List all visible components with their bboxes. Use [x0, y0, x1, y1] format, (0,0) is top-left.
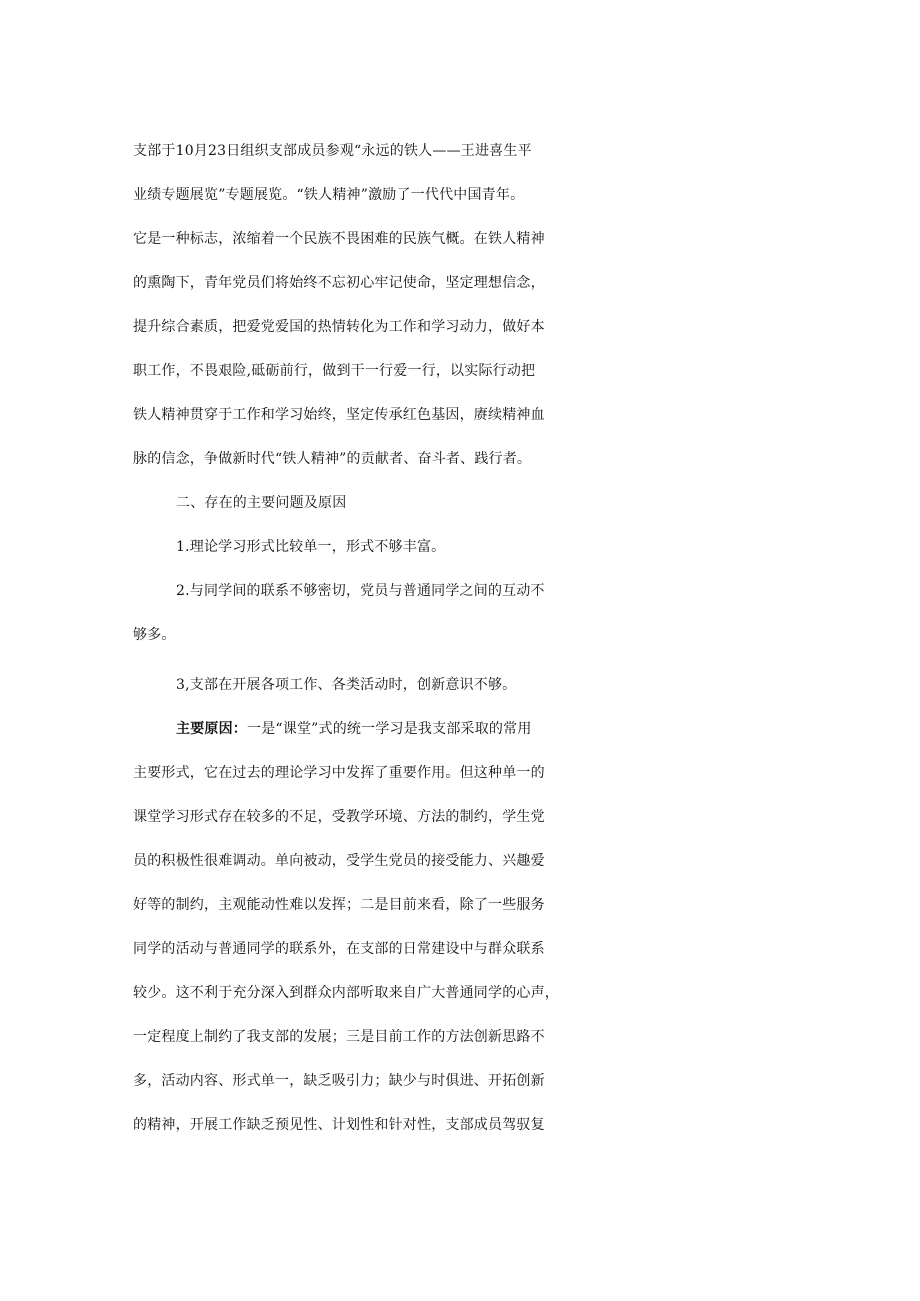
reasons-label: 主要原因： — [176, 721, 247, 737]
paragraph-line: 一定程度上制约了我支部的发展；三是目前工作的方法创新思路不 — [133, 1029, 545, 1045]
list-item: 2.与同学间的联系不够密切，党员与普通同学之间的互动不 — [176, 583, 545, 599]
reasons-text: 一是“课堂”式的统一学习是我支部采取的常用 — [247, 721, 532, 737]
paragraph-line: 同学的活动与普通同学的联系外，在支部的日常建设中与群众联系 — [133, 941, 545, 957]
paragraph-line: 业绩专题展览”专题展览。“铁人精神”激励了一代代中国青年。 — [133, 187, 525, 203]
paragraph-line: 主要形式，它在过去的理论学习中发挥了重要作用。但这种单一的 — [133, 765, 545, 781]
paragraph-line: 的熏陶下，青年党员们将始终不忘初心牢记使命，坚定理想信念， — [133, 275, 545, 291]
paragraph-line: 员的积极性很难调动。单向被动，受学生党员的接受能力、兴趣爱 — [133, 853, 545, 869]
paragraph-line: 铁人精神贯穿于工作和学习始终，坚定传承红色基因，赓续精神血 — [133, 407, 545, 423]
paragraph-line: 好等的制约，主观能动性难以发挥；二是目前来看，除了一些服务 — [133, 897, 545, 913]
reasons-first-line — [0, 707, 920, 751]
paragraph-line: 它是一种标志，浓缩着一个民族不畏困难的民族气概。在铁人精神 — [133, 231, 545, 247]
paragraph-line: 多，活动内容、形式单一，缺乏吸引力；缺少与时俱进、开拓创新 — [133, 1073, 545, 1089]
paragraph-line: 提升综合素质，把爱党爱国的热情转化为工作和学习动力，做好本 — [133, 319, 545, 335]
list-item-continuation: 够多。 — [133, 627, 176, 643]
section-heading: 二、存在的主要问题及原因 — [176, 495, 347, 511]
paragraph-line: 脉的信念，争做新时代“铁人精神”的贡献者、奋斗者、践行者。 — [133, 451, 532, 467]
list-item: 1.理论学习形式比较单一，形式不够丰富。 — [176, 539, 446, 555]
paragraph-line: 支部于10月23日组织支部成员参观“永远的铁人——王进喜生平 — [133, 143, 532, 159]
paragraph-line: 的精神，开展工作缺乏预见性、计划性和针对性，支部成员驾驭复 — [133, 1117, 545, 1133]
paragraph-line: 较少。这不利于充分深入到群众内部听取来自广大普通同学的心声， — [133, 985, 559, 1001]
list-item: 3,支部在开展各项工作、各类活动时，创新意识不够。 — [176, 677, 517, 693]
paragraph-line: 职工作，不畏艰险,砥砺前行，做到干一行爱一行，以实际行动把 — [133, 363, 536, 379]
paragraph-line: 课堂学习形式存在较多的不足，受教学环境、方法的制约，学生党 — [133, 809, 545, 825]
